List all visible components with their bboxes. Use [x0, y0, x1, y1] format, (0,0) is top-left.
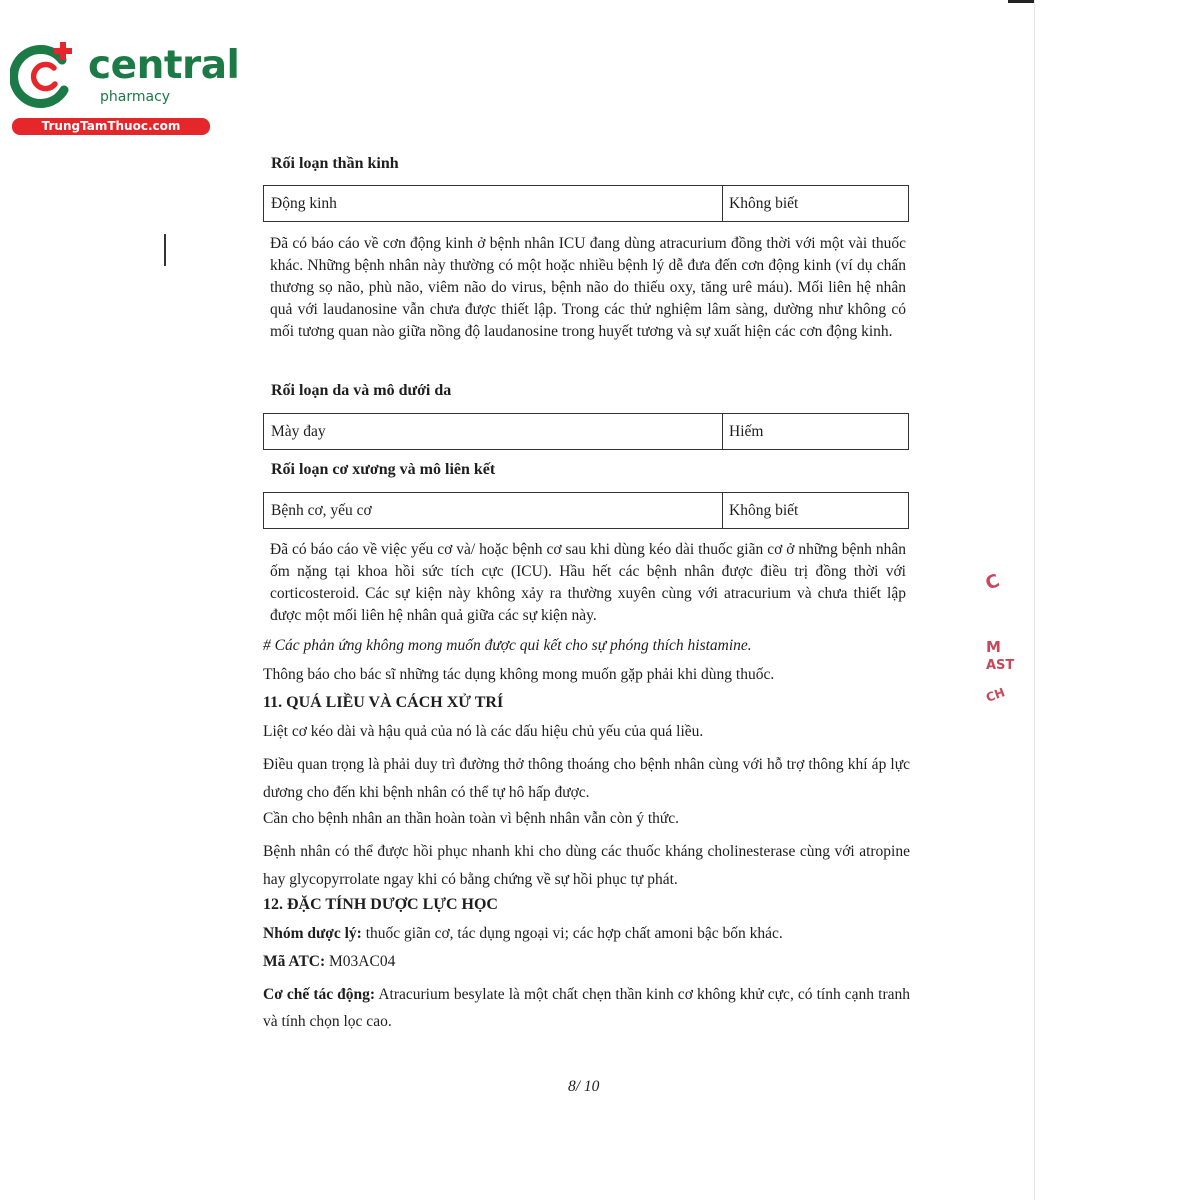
stamp-line-2: M [986, 638, 1001, 656]
table-musculo [263, 492, 909, 529]
pharma-atc-label: Mã ATC: [263, 953, 326, 970]
section-heading-neuro: Rối loạn thần kinh [271, 155, 399, 172]
stamp-line-4: CH [984, 685, 1007, 705]
pharma-mech-label: Cơ chế tác động: [263, 986, 376, 1003]
overdose-p2: Điều quan trọng là phải duy trì đường thở thông thoáng cho bệnh nhân cùng với hỗ trợ thông khí áp lực dương cho đến khi bệnh nhân có thể tự hô hấp được. [263, 756, 910, 801]
brand-name: central [88, 43, 240, 88]
pharma-group [263, 924, 783, 944]
stamp-line-1: C [982, 570, 1003, 595]
pharma-mechanism [263, 981, 910, 1035]
pharma-group-value: thuốc giãn cơ, tác dụng ngoại vi; các hợp chất amoni bậc bốn khác. [365, 925, 783, 942]
effect-cell: Động kinh [271, 195, 337, 212]
table-skin [263, 413, 909, 450]
stamp-line-3: AST [986, 658, 1015, 673]
brand-mark-icon [10, 38, 80, 108]
overdose-title: 11. QUÁ LIỀU VÀ CÁCH XỬ TRÍ [263, 694, 504, 711]
notify-text: Thông báo cho bác sĩ những tác dụng không mong muốn gặp phải khi dùng thuốc. [263, 666, 775, 683]
overdose-p3: Cần cho bệnh nhân an thần hoàn toàn vì bệnh nhân vẫn còn ý thức. [263, 810, 680, 827]
frequency-cell: Không biết [729, 502, 799, 519]
section-heading-skin: Rối loạn da và mô dưới da [271, 382, 452, 399]
overdose-p1: Liệt cơ kéo dài và hậu quả của nó là các dấu hiệu chủ yếu của quá liều. [263, 723, 704, 740]
scan-edge [1034, 0, 1035, 1200]
overdose-p4: Bệnh nhân có thể được hồi phục nhanh khi cho dùng các thuốc kháng cholinesterase cùng với atropine hay glycopyrrolate ngay khi có bằng chứng về sự hồi phục tự phát. [263, 843, 910, 888]
pharma-mech-value: Atracurium besylate là một chất chẹn thần kinh cơ không khử cực, có tính cạnh tranh và tính chọn lọc cao. [263, 986, 910, 1030]
effect-cell: Mày đay [271, 423, 326, 440]
pharma-atc-value: M03AC04 [329, 953, 396, 970]
section-heading-musculo: Rối loạn cơ xương và mô liên kết [271, 461, 496, 478]
page-number: 8/ 10 [568, 1078, 600, 1095]
brand-url[interactable]: TrungTamThuoc.com [12, 118, 210, 135]
note-musculo: Đã có báo cáo về việc yếu cơ và/ hoặc bệnh cơ sau khi dùng kéo dài thuốc giãn cơ ở những bệnh nhân ốm nặng tại khoa hồi sức tích cực (ICU). Hầu hết các bệnh nhân được điều trị đồng thời với corticosteroid. Các sự kiện này không xảy ra thường xuyên cùng với atracurium và chưa thiết lập được một mối liên hệ nhân quả giữa các sự kiện này. [270, 541, 906, 624]
pharma-group-label: Nhóm dược lý: [263, 925, 362, 942]
table-divider [264, 414, 723, 449]
frequency-cell: Không biết [729, 195, 799, 212]
effect-cell: Bệnh cơ, yếu cơ [271, 502, 372, 519]
footnote: # Các phản ứng không mong muốn được qui kết cho sự phóng thích histamine. [263, 637, 752, 654]
margin-bar [164, 234, 166, 266]
pharma-atc [263, 952, 395, 972]
brand-subtitle: pharmacy [100, 89, 171, 105]
table-neuro [263, 185, 909, 222]
pharma-title: 12. ĐẶC TÍNH DƯỢC LỰC HỌC [263, 896, 498, 913]
brand-logo[interactable] [10, 38, 240, 138]
scan-corner-mark [1008, 0, 1034, 3]
frequency-cell: Hiếm [729, 423, 764, 440]
note-neuro: Đã có báo cáo về cơn động kinh ở bệnh nhân ICU đang dùng atracurium đồng thời với một vài thuốc khác. Những bệnh nhân này thường có một hoặc nhiều bệnh lý dễ đưa đến cơn động kinh (ví dụ chấn thương sọ não, phù não, viêm não do virus, bệnh não do thiếu oxy, tăng urê máu). Mối liên hệ nhân quả với laudanosine vẫn chưa được thiết lập. Trong các thử nghiệm lâm sàng, dường như không có mối tương quan nào giữa nồng độ laudanosine trong huyết tương và sự xuất hiện các cơn động kinh. [270, 235, 906, 340]
